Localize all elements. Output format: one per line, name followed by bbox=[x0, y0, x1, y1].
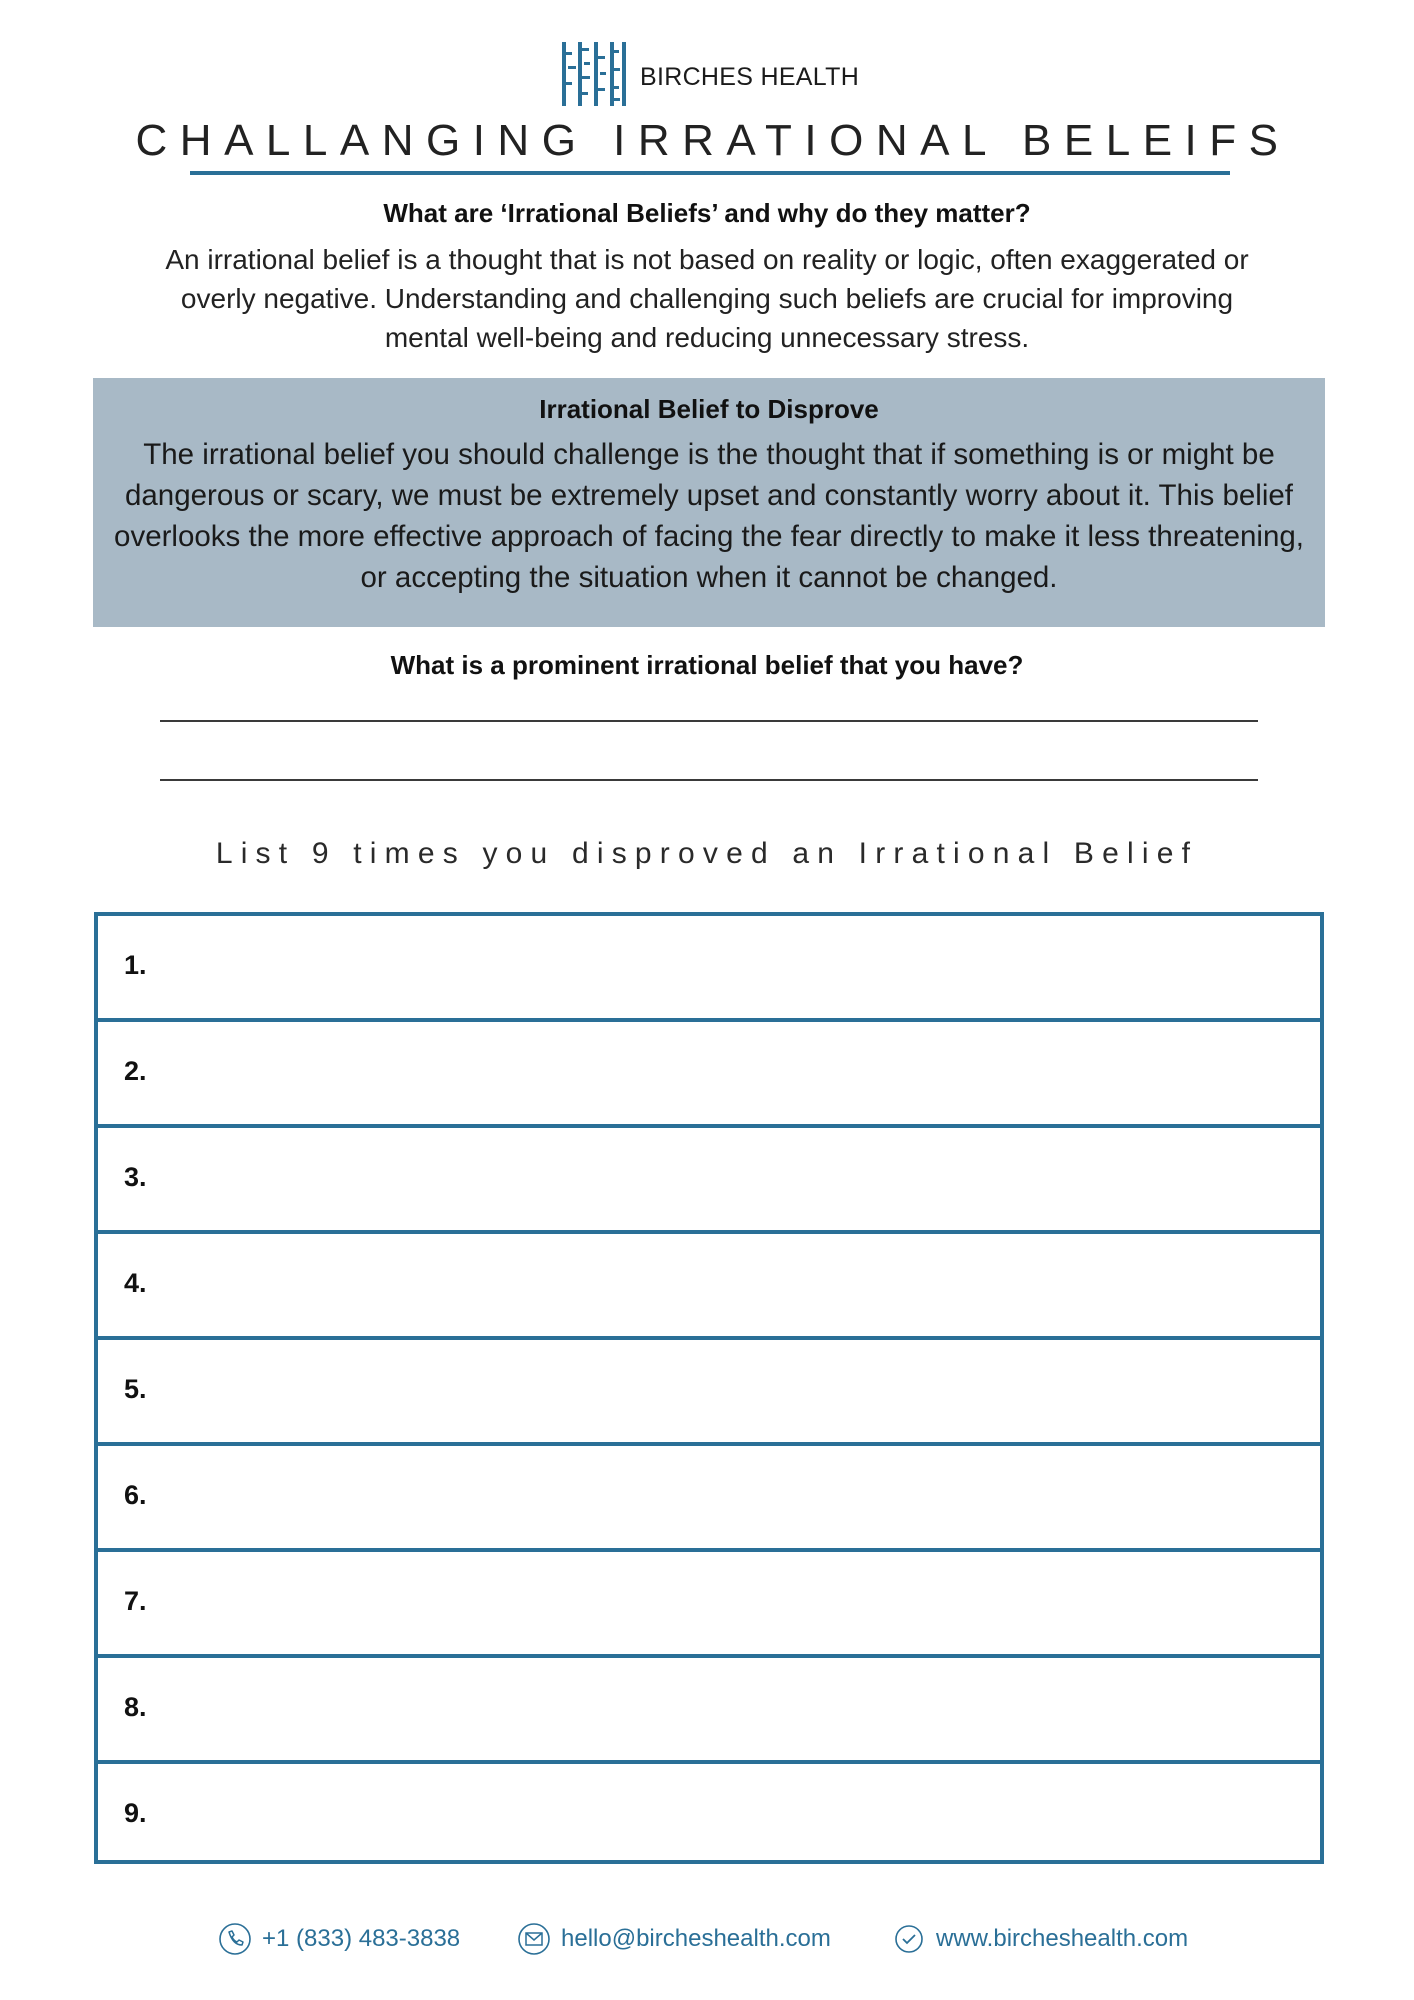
list-row[interactable] bbox=[98, 1340, 1320, 1446]
list-row[interactable] bbox=[98, 916, 1320, 1022]
list-row[interactable] bbox=[98, 1552, 1320, 1658]
envelope-icon bbox=[517, 1922, 551, 1956]
disproved-list-table bbox=[94, 912, 1324, 1864]
birch-trees-icon bbox=[560, 42, 626, 106]
row-number: 3. bbox=[124, 1162, 147, 1192]
row-number: 9. bbox=[124, 1798, 147, 1828]
list-row[interactable] bbox=[98, 1022, 1320, 1128]
footer bbox=[0, 1922, 1414, 1962]
row-number: 7. bbox=[124, 1586, 147, 1616]
footer-phone[interactable] bbox=[218, 1922, 460, 1956]
list-heading: List 9 times you disproved an Irrational Belief bbox=[215, 837, 1199, 870]
answer-line-2[interactable] bbox=[160, 779, 1258, 781]
brand-logo bbox=[560, 42, 880, 106]
list-row[interactable] bbox=[98, 1234, 1320, 1340]
row-number: 8. bbox=[124, 1692, 147, 1722]
footer-website[interactable] bbox=[892, 1922, 1188, 1956]
row-number: 4. bbox=[124, 1268, 147, 1298]
list-row[interactable] bbox=[98, 1446, 1320, 1552]
intro-question: What are ‘Irrational Beliefs’ and why do they matter? bbox=[383, 198, 1031, 228]
belief-box-text: The irrational belief you should challenge is the thought that if something is or might be dangerous or scary, we must be extremely upset and constantly worry about it. This belief overlooks the more effective approach of facing the fear directly to make it less threatening, or accepting the situation when it cannot be changed. bbox=[114, 438, 1304, 594]
footer-website-text: www.bircheshealth.com bbox=[936, 1925, 1189, 1952]
row-number: 2. bbox=[124, 1056, 147, 1086]
belief-prompt: What is a prominent irrational belief that you have? bbox=[390, 650, 1024, 680]
intro-paragraph: An irrational belief is a thought that is not based on reality or logic, often exaggerated or overly negative. Understanding and challenging such beliefs are crucial for improving mental well-being and reducing unnecessary stress. bbox=[165, 244, 1249, 353]
answer-line-1[interactable] bbox=[160, 720, 1258, 722]
phone-icon bbox=[218, 1922, 252, 1956]
page-title: CHALLANGING IRRATIONAL BELEIFS bbox=[135, 116, 1291, 165]
title-underline bbox=[190, 171, 1230, 175]
row-number: 1. bbox=[124, 950, 147, 980]
row-number: 5. bbox=[124, 1374, 147, 1404]
belief-box-title: Irrational Belief to Disprove bbox=[539, 394, 879, 424]
list-row[interactable] bbox=[98, 1128, 1320, 1234]
list-row[interactable] bbox=[98, 1658, 1320, 1764]
footer-phone-text: +1 (833) 483-3838 bbox=[262, 1925, 461, 1952]
footer-email[interactable] bbox=[517, 1922, 831, 1956]
belief-box bbox=[93, 378, 1325, 627]
row-number: 6. bbox=[124, 1480, 147, 1510]
brand-name: BIRCHES HEALTH bbox=[640, 62, 860, 91]
list-row[interactable] bbox=[98, 1764, 1320, 1860]
footer-email-text: hello@bircheshealth.com bbox=[561, 1925, 831, 1952]
check-circle-icon bbox=[892, 1922, 926, 1956]
